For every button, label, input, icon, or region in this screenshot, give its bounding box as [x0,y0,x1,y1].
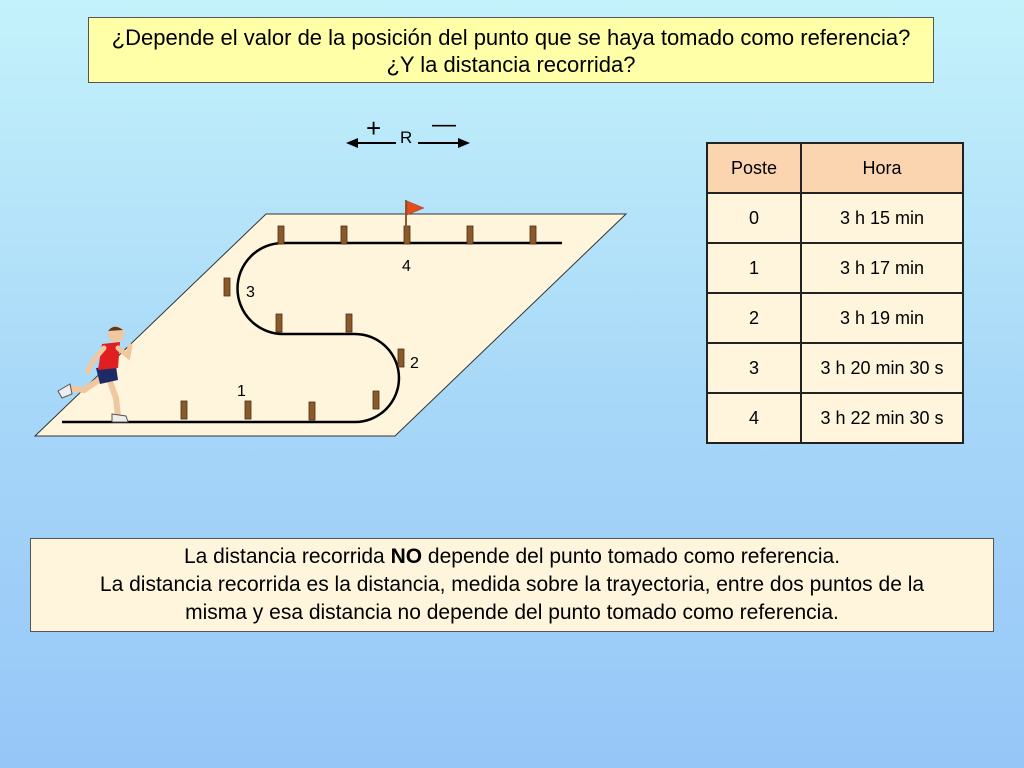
plus-sign: + [366,113,382,143]
post-label-1: 1 [237,383,246,400]
post [309,402,315,420]
cell-poste: 4 [707,393,801,443]
minus-sign: — [432,111,456,138]
post [276,314,282,332]
post-label-4: 4 [402,258,411,275]
post [245,401,251,419]
cell-poste: 1 [707,243,801,293]
cell-poste: 0 [707,193,801,243]
header-hora: Hora [801,143,963,193]
post [467,226,473,244]
table-row [707,393,963,443]
post [346,314,352,332]
table-row [707,193,963,243]
answer-line-1-end: depende del punto tomado como referencia. [422,545,841,568]
post [341,226,347,244]
reference-label: R [400,128,413,147]
reference-indicator [346,111,470,148]
table-row [707,243,963,293]
post [530,226,536,244]
right-arrow-icon [418,138,470,148]
cell-hora: 3 h 15 min [801,193,963,243]
cell-hora: 3 h 17 min [801,243,963,293]
post [181,401,187,419]
cell-poste: 2 [707,293,801,343]
cell-hora: 3 h 22 min 30 s [801,393,963,443]
question-line-1: ¿Depende el valor de la posición del punto que se haya tomado como referencia? [111,25,911,50]
answer-line-2: La distancia recorrida es la distancia, medida sobre la trayectoria, entre dos puntos de la [99,573,925,596]
header-poste: Poste [707,143,801,193]
table-header-row [707,143,963,193]
answer-emphasis: NO [390,545,423,568]
cell-hora: 3 h 19 min [801,293,963,343]
post [224,278,230,296]
answer-line-1 [31,543,993,571]
post [398,349,404,367]
post [278,226,284,244]
post-label-2: 2 [410,355,419,372]
ground-plane [35,214,626,436]
cell-hora: 3 h 20 min 30 s [801,343,963,393]
answer-box [30,538,994,632]
answer-line-1-start: La distancia recorrida [183,545,391,568]
answer-line-3: misma y esa distancia no depende del punto tomado como referencia. [185,601,839,624]
table-row [707,293,963,343]
time-table [706,142,964,444]
table-row [707,343,963,393]
cell-poste: 3 [707,343,801,393]
question-line-2: ¿Y la distancia recorrida? [386,52,636,77]
post-label-3: 3 [246,284,255,301]
post [373,391,379,409]
